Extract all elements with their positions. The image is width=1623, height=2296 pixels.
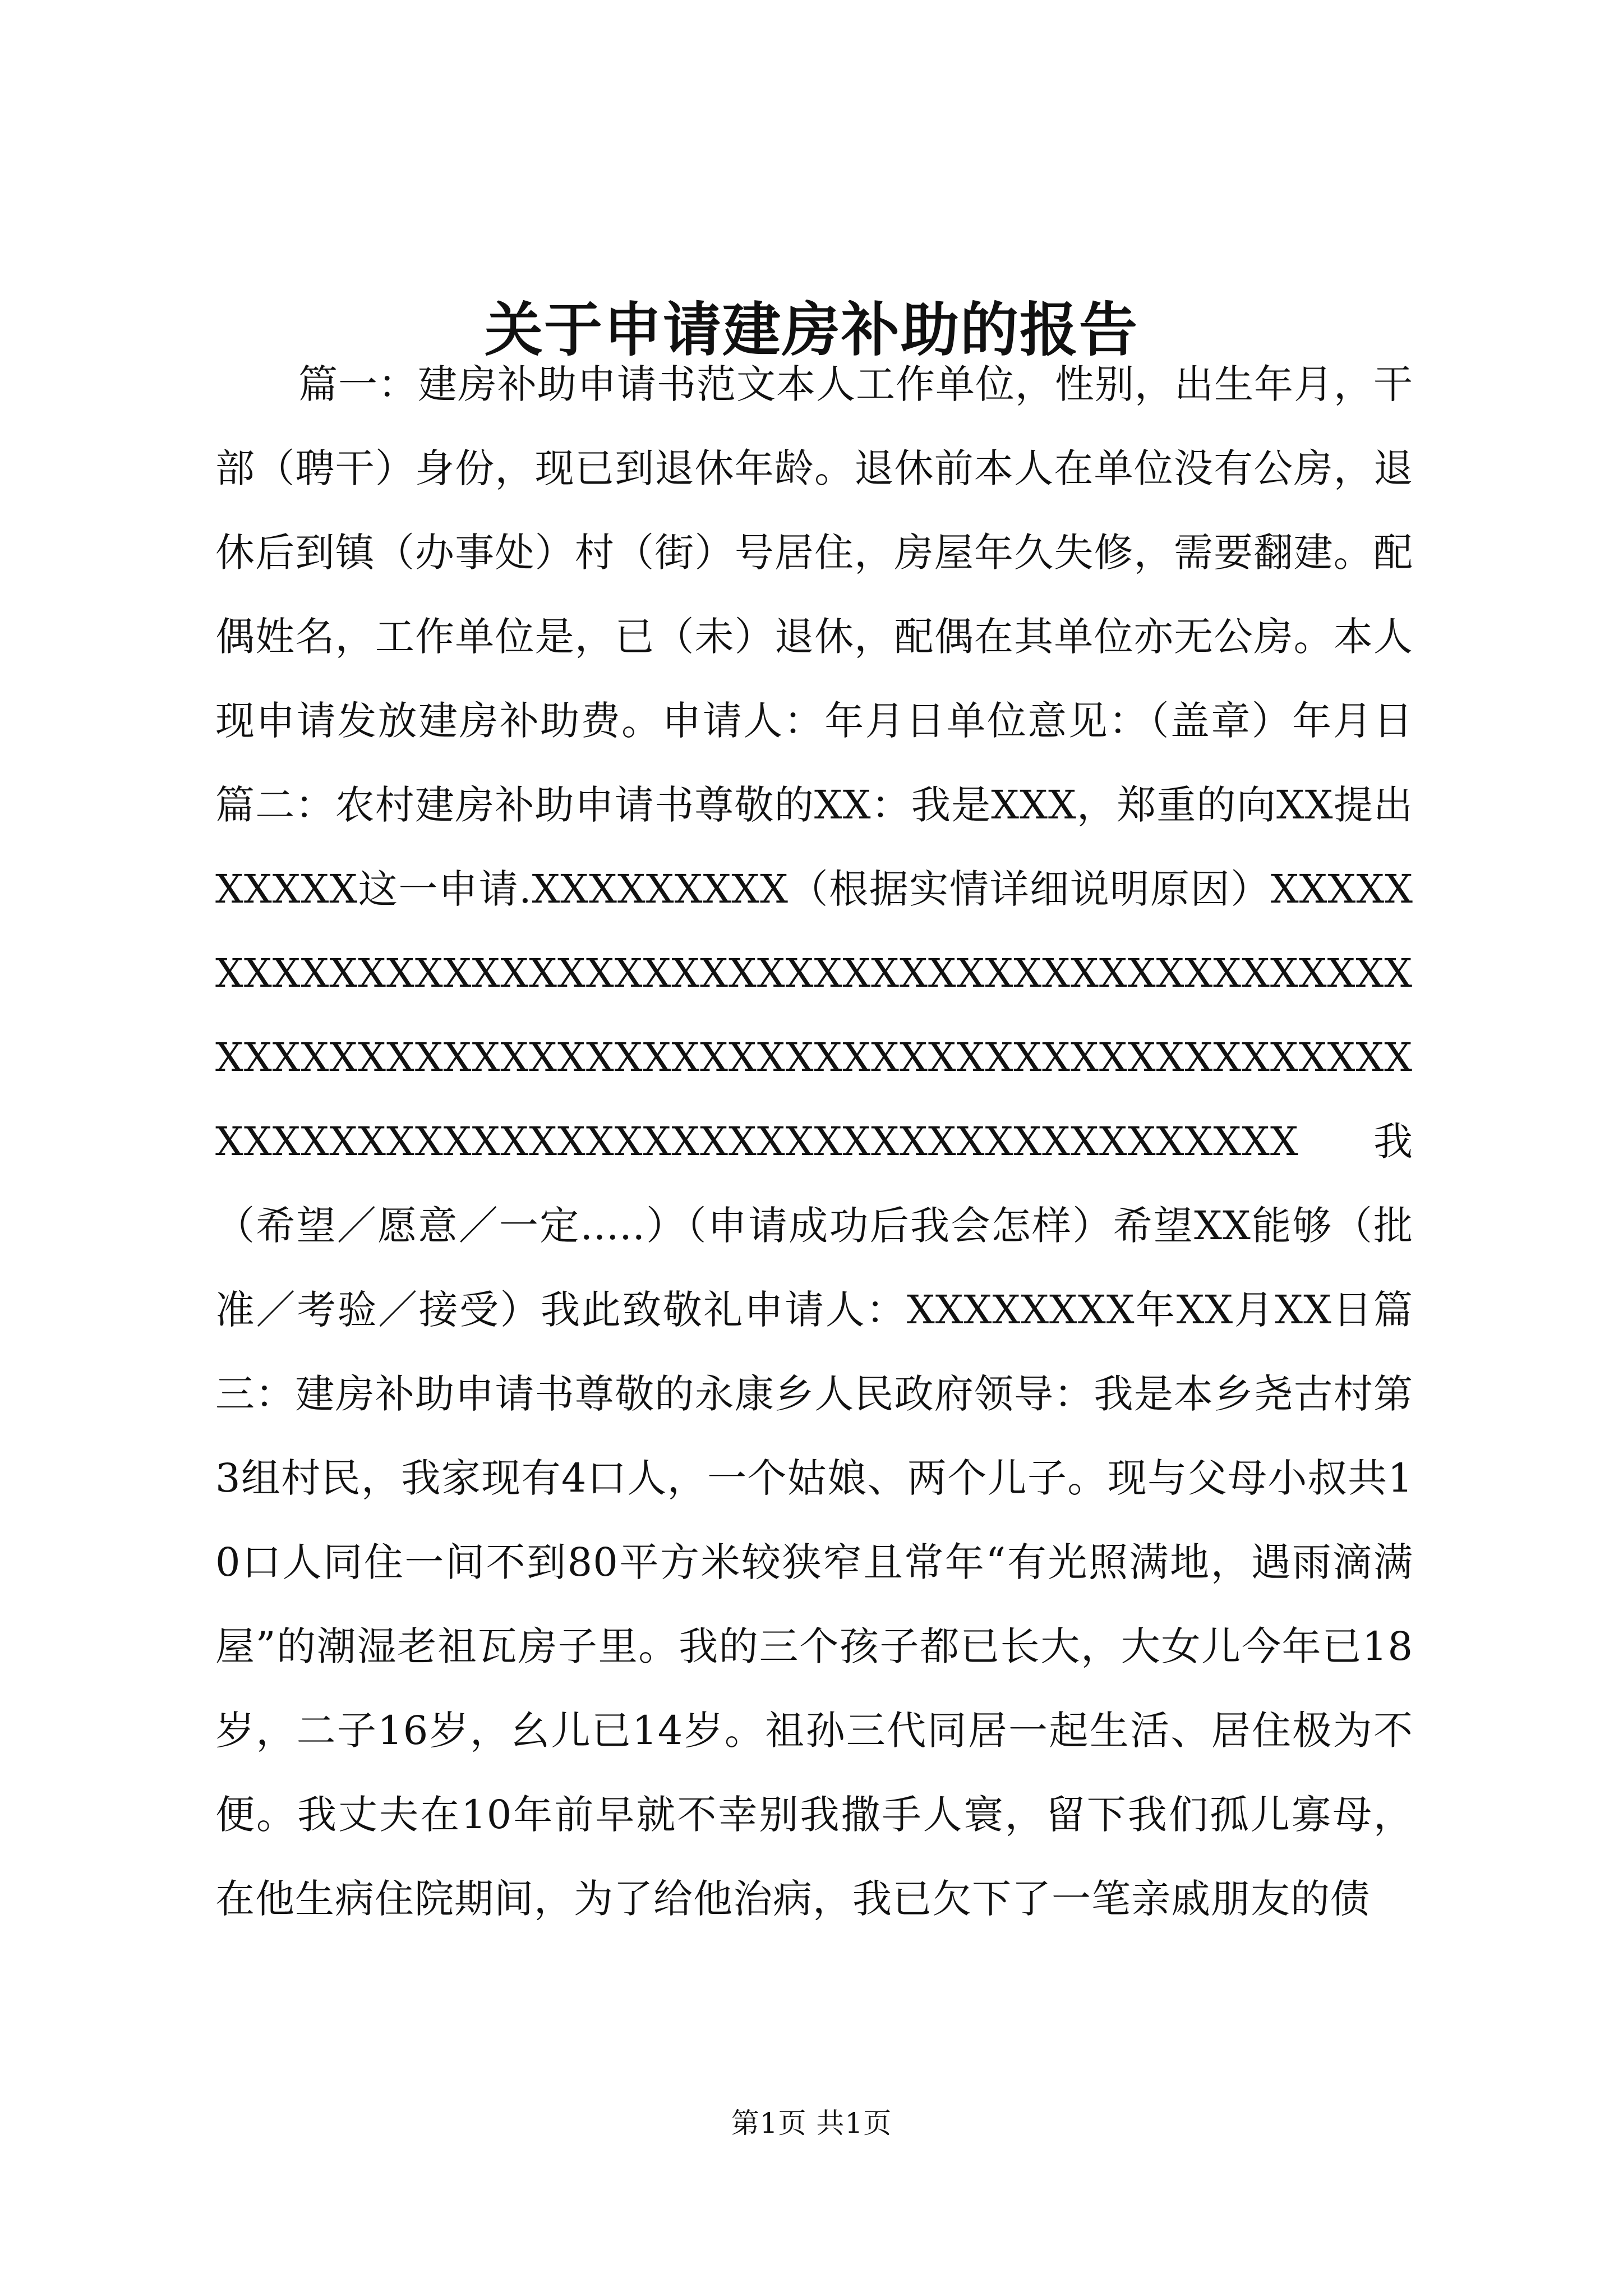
document-body: 篇一：建房补助申请书范文本人工作单位，性别，出生年月，干部（聘干）身份，现已到退休年龄。退休前本人在单位没有公房，退休后到镇（办事处）村（街）号居住，房屋年久失修，需要翻建。配偶姓名，工作单位是，已（未）退休，配偶在其单位亦无公房。本人现申请发放建房补助费。申请人：年月日单位意见：（盖章）年月日篇二：农村建房补助申请书尊敬的XX：我是XXX，郑重的向XX提出XXXXX这一申请.XXXXXXXXX（根据实情详细说明原因）XXXXXXXXXXXXXXXXXXXXXXXXXXXXXXXXXXXXXXXXXXXXXXXXXXXXXXXXXXXXXXXXXXXXXXXXXXXXXXXXXXXXXXXXXXXXXXXXXXXXXXXXXXXXXXXXXXXXXXXXXXXXXXX我（希望／愿意／一定.....）（申请成功后我会怎样）希望XX能够（批准／考验／接受）我此致敬礼申请人：XXXXXXXX年XX月XX日篇三：建房补助申请书尊敬的永康乡人民政府领导：我是本乡尧古村第3组村民，我家现有4口人，一个姑娘、两个儿子。现与父母小叔共10口人同住一间不到80平方米较狭窄且常年“有光照满地，遇雨滴满屋”的潮湿老祖瓦房子里。我的三个孩子都已长大，大女儿今年已18岁，二子16岁，幺儿已14岁。祖孙三代同居一起生活、居住极为不便。我丈夫在10年前早就不幸别我撒手人寰，留下我们孤儿寡母，在他生病住院期间，为了给他治病，我已欠下了一笔亲戚朋友的债 <box>215 361 1413 1922</box>
page-footer: 第1页 共1页 <box>731 2107 892 2139</box>
document-title: 关于申请建房补助的报告 <box>484 295 1138 364</box>
